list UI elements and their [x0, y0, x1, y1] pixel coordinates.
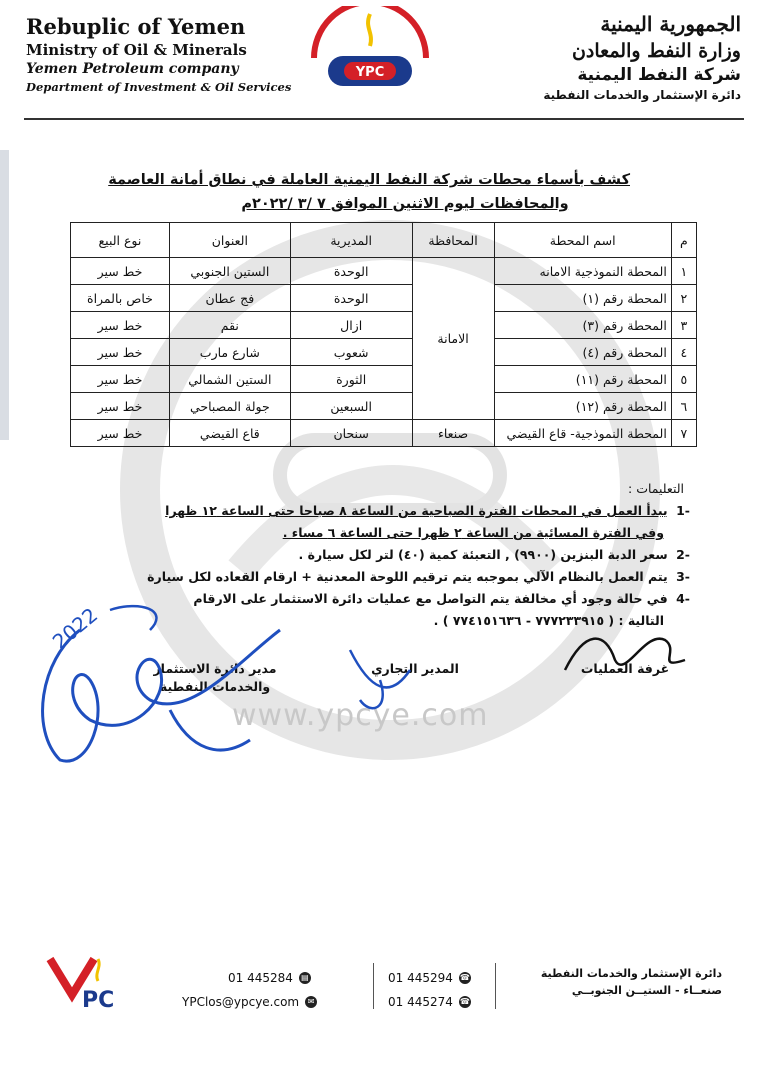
cell-station-name: المحطة النموذجية- قاع القيضي	[494, 420, 671, 447]
cell-address: الستين الجنوبي	[169, 258, 290, 285]
instruction-number: -1	[676, 503, 690, 518]
footer	[40, 955, 730, 1015]
instruction-continuation: التالية : ( ٧٧٧٢٣٣٩١٥ - ٧٧٤١٥١٦٣٦ ) .	[433, 613, 664, 628]
handwritten-signature-commercial	[330, 630, 440, 720]
table-row	[71, 258, 697, 285]
footer-logo-text: PC	[82, 988, 115, 1011]
header-ar-line: شركة النفط اليمنية	[577, 65, 741, 85]
cell-address: شارع مارب	[169, 339, 290, 366]
stations-table	[70, 222, 697, 447]
printer-icon: ▤	[299, 972, 311, 984]
cell-index: ٥	[671, 366, 696, 393]
cell-address: نقم	[169, 312, 290, 339]
cell-sale-type: خط سير	[71, 420, 170, 447]
footer-address-line: دائرة الإستثمار والخدمات النفطية	[540, 967, 722, 980]
header-en-line: Yemen Petroleum company	[26, 61, 239, 77]
col-header-address: العنوان	[169, 223, 290, 258]
cell-sale-type: خط سير	[71, 312, 170, 339]
cell-directorate: سنحان	[290, 420, 412, 447]
cell-directorate: شعوب	[290, 339, 412, 366]
table-row	[71, 285, 697, 312]
cell-address: قاع القيضي	[169, 420, 290, 447]
cell-sale-type: خط سير	[71, 258, 170, 285]
ypc-logo	[300, 6, 440, 106]
cell-directorate: السبعين	[290, 393, 412, 420]
cell-address: جولة المصباحي	[169, 393, 290, 420]
cell-sale-type: خط سير	[71, 366, 170, 393]
cell-index: ٤	[671, 339, 696, 366]
cell-index: ٦	[671, 393, 696, 420]
handwritten-year: 2022	[47, 602, 103, 654]
col-header-directorate: المديرية	[290, 223, 412, 258]
title-line-2: والمحافظات ليوم الاثنين الموافق ٧ /٣ /٢٠٢٢م	[241, 196, 569, 212]
footer-phone-1	[228, 971, 311, 985]
instruction-text: يتم العمل بالنظام الآلي بموجبه يتم ترقيم اللوحة المعدنية + ارقام القعاده لكل سيارة	[147, 569, 668, 584]
cell-sale-type: خاص بالمراة	[71, 285, 170, 312]
cell-governorate: صنعاء	[412, 420, 494, 447]
cell-directorate: الثورة	[290, 366, 412, 393]
table-row	[71, 366, 697, 393]
phone-number: 01 445274	[388, 995, 453, 1009]
table-row	[71, 393, 697, 420]
table-row	[71, 420, 697, 447]
phone-icon: ☎	[459, 973, 470, 982]
cell-directorate: ازال	[290, 312, 412, 339]
header-ar-line: دائرة الإستثمار والخدمات النفطية	[543, 88, 741, 102]
title-line-1: كشف بأسماء محطات شركة النفط اليمنية العاملة في نطاق أمانة العاصمة	[108, 172, 630, 188]
instruction-number: -3	[676, 569, 690, 584]
handwritten-signature-blue	[20, 590, 340, 780]
header-ar-line: وزارة النفط والمعادن	[571, 40, 741, 62]
mail-icon: ✉	[305, 996, 317, 1008]
signature-title: مدير دائرة الاستثمار	[153, 661, 277, 676]
instruction-text: يبدأ العمل في المحطات الفترة الصباحية من الساعة ٨ صباحا حتى الساعة ١٢ ظهرا	[165, 503, 668, 518]
footer-email	[182, 995, 317, 1009]
cell-sale-type: خط سير	[71, 393, 170, 420]
instructions-heading: التعليمات :	[628, 481, 684, 496]
phone-number: 01 445294	[388, 971, 453, 985]
instruction-item	[110, 544, 690, 566]
instruction-number: -2	[676, 547, 690, 562]
phone-icon: ☎	[459, 997, 470, 1006]
website-watermark: www.ypcye.com	[232, 698, 489, 733]
footer-phone-2	[388, 971, 471, 985]
cell-station-name: المحطة النموذجية الامانه	[494, 258, 671, 285]
footer-logo	[42, 955, 152, 1011]
instruction-text: سعر الدبة البنزين (٩٩٠٠) , التعبئة كمية (٤٠) لتر لكل سيارة .	[298, 547, 668, 562]
table-header-row	[71, 223, 697, 258]
cell-index: ١	[671, 258, 696, 285]
instruction-item	[110, 566, 690, 588]
instruction-continuation: وفي الفترة المسائية من الساعة ٢ ظهرا حتى الساعة ٦ مساء .	[282, 525, 664, 540]
cell-index: ٣	[671, 312, 696, 339]
table-row	[71, 339, 697, 366]
cell-station-name: المحطة رقم (١)	[494, 285, 671, 312]
footer-phone-3	[388, 995, 471, 1009]
signature-title: والخدمات النفطية	[159, 679, 271, 694]
col-header-name: اسم المحطة	[494, 223, 671, 258]
cell-station-name: المحطة رقم (١٢)	[494, 393, 671, 420]
header-en-line: Department of Investment & Oil Services	[26, 80, 292, 94]
col-header-index: م	[671, 223, 696, 258]
cell-index: ٧	[671, 420, 696, 447]
header-english	[26, 14, 292, 96]
signature-title: غرفة العمليات	[580, 661, 670, 676]
document-title	[108, 168, 630, 216]
instruction-item	[110, 500, 690, 522]
header-en-line: Rebuplic of Yemen	[26, 14, 246, 39]
footer-address	[541, 965, 722, 999]
cell-directorate: الوحدة	[290, 258, 412, 285]
col-header-sale-type: نوع البيع	[71, 223, 170, 258]
instruction-text: في حالة وجود أي مخالفة يتم التواصل مع عمليات دائرة الاستثمار على الارقام	[193, 591, 668, 606]
phone-number: 01 445284	[228, 971, 293, 985]
cell-sale-type: خط سير	[71, 339, 170, 366]
cell-station-name: المحطة رقم (٣)	[494, 312, 671, 339]
footer-divider	[495, 963, 496, 1009]
table-row	[71, 312, 697, 339]
col-header-governorate: المحافظة	[412, 223, 494, 258]
cell-address: فج عطان	[169, 285, 290, 312]
signature-title: المدير التجاري	[371, 661, 459, 676]
footer-address-line: صنعــاء - الستيــن الجنوبــي	[571, 984, 722, 997]
footer-divider	[373, 963, 374, 1009]
cell-index: ٢	[671, 285, 696, 312]
cell-station-name: المحطة رقم (٤)	[494, 339, 671, 366]
cell-governorate-merged: الامانة	[412, 258, 494, 420]
email-address: YPClos@ypcye.com	[182, 995, 300, 1009]
instruction-number: -4	[676, 591, 690, 606]
header-en-line: Ministry of Oil & Minerals	[26, 41, 247, 59]
cell-address: الستين الشمالي	[169, 366, 290, 393]
cell-directorate: الوحدة	[290, 285, 412, 312]
left-edge-strip	[0, 150, 9, 440]
header-divider	[24, 118, 744, 120]
logo-text: YPC	[355, 65, 385, 80]
header-arabic	[501, 10, 741, 104]
cell-station-name: المحطة رقم (١١)	[494, 366, 671, 393]
header-ar-line: الجمهورية اليمنية	[600, 12, 741, 36]
handwritten-signature-operations	[555, 610, 695, 690]
